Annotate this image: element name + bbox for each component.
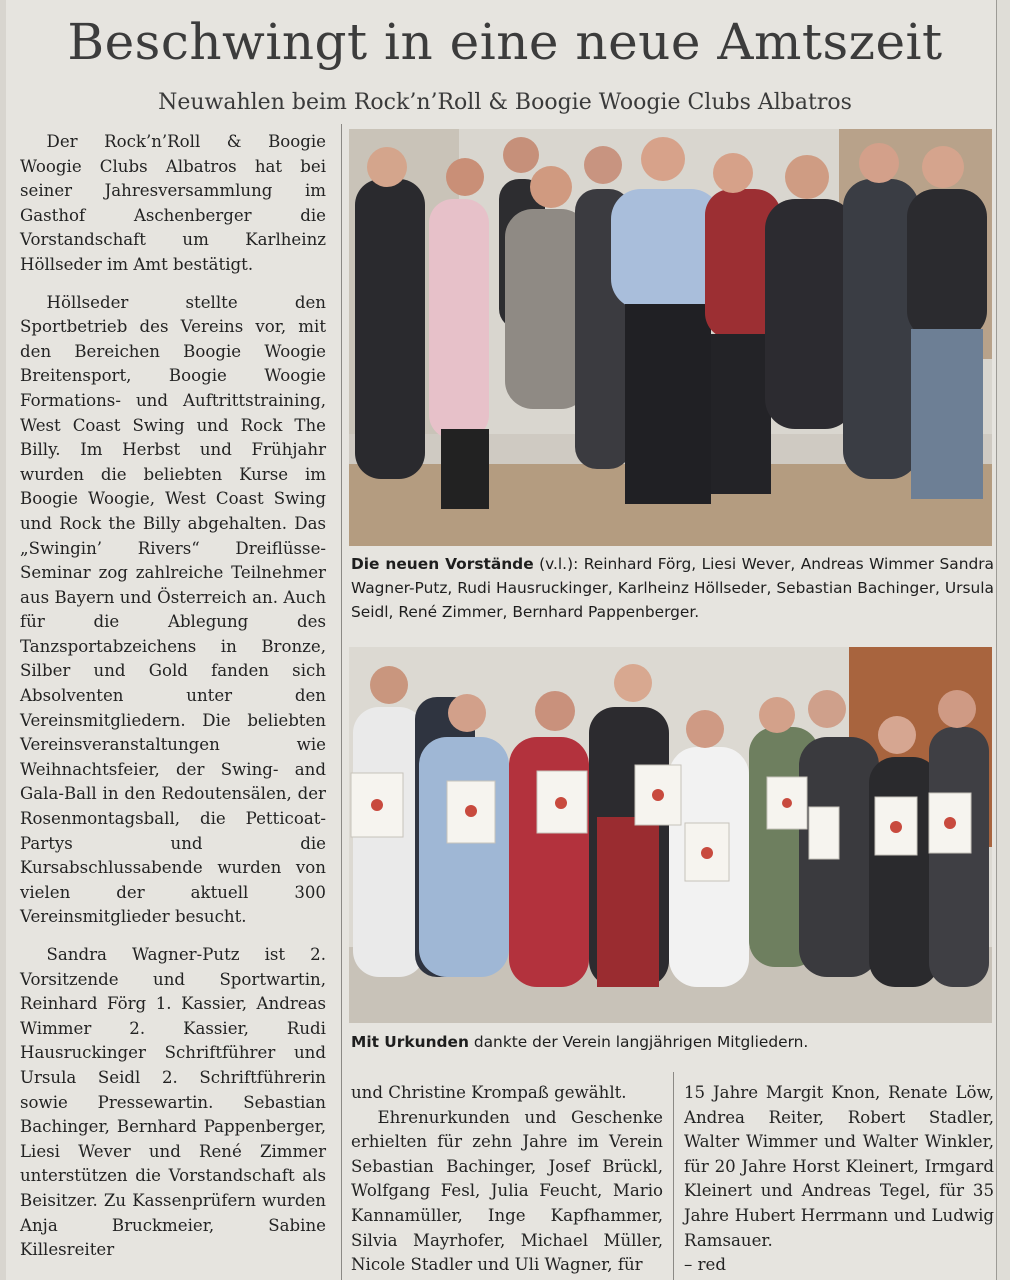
photo-new-board-caption xyxy=(351,552,994,624)
paragraph-sports: Höllseder stellte den Sportbetrieb des Vereins vor, mit den Bereichen Boogie Woogie Breitensport, Boogie Woogie Formations- und Auftrittstraining, West Coast Swing und Rock The Billy. Im Herbst und Frühjahr wurden die beliebten Kurse im Boogie Woogie, West Coast Swing und Rock the Billy abgehalten. Das „Swingin’ Rivers“ Dreiflüsse-Seminar zog zahlreiche Teilnehmer aus Bayern und Österreich an. Auch für die Ablegung des Tanzsportabzeichens in Bronze, Silber und Gold fanden sich Absolventen unter den Vereinsmitgliedern. Die beliebten Vereinsveranstaltungen wie Weihnachtsfeier, der Swing- and Gala-Ball in den Redoutensälen, der Rosenmontagsball, die Petticoat-Partys und die Kursabschlussabende wurden von vielen der aktuell 300 Vereinsmitglieder besucht. xyxy=(20,292,326,927)
adjacent-column-edge xyxy=(996,0,1010,1280)
author-signature: – red xyxy=(684,1255,726,1275)
subheadline: Neuwahlen beim Rock’n’Roll & Boogie Woogie Clubs Albatros xyxy=(158,90,852,115)
caption-text: (v.l.): Reinhard Förg, Liesi Wever, Andreas Wimmer Sandra Wagner-Putz, Rudi Hausruckinger, Karlheinz Höllseder, Sebastian Bachinger, Ursula Seidl, René Zimmer, Bernhard Pappenberger. xyxy=(351,555,994,621)
photo-certificates-caption xyxy=(351,1030,994,1054)
caption-lead: Die neuen Vorstände xyxy=(351,555,534,573)
article-column-2 xyxy=(351,1081,663,1278)
caption-text: dankte der Verein langjährigen Mitgliedern. xyxy=(468,1033,809,1051)
headline: Beschwingt in eine neue Amtszeit xyxy=(67,13,943,71)
paragraph-honors-continued: 15 Jahre Margit Knon, Renate Löw, Andrea Reiter, Robert Stadler, Walter Wimmer und Walter Winkler, für 20 Jahre Horst Kleinert, Irmgard Kleinert und Andreas Tegel, für 35 Jahre Hubert Herrmann und Ludwig Ramsauer. xyxy=(684,1083,994,1250)
paragraph-intro: Der Rock’n’Roll & Boogie Woogie Clubs Albatros hat bei seiner Jahresversammlung im Gasthof Aschenberger die Vorstandschaft um Karlheinz Höllseder im Amt bestätigt. xyxy=(20,132,326,274)
article-column-3 xyxy=(684,1081,994,1278)
page-edge xyxy=(0,0,6,1280)
article-column-1 xyxy=(20,130,326,1263)
photo-certificates xyxy=(349,647,992,1023)
column-rule xyxy=(341,124,342,1280)
paragraph-continued: und Christine Krompaß gewählt. xyxy=(351,1083,627,1102)
caption-lead: Mit Urkunden xyxy=(351,1033,469,1051)
paragraph-board: Sandra Wagner-Putz ist 2. Vorsitzende und Sportwartin, Reinhard Förg 1. Kassier, Andreas Wimmer 2. Kassier, Rudi Hausruckinger Schriftführer und Ursula Seidl 2. Schriftführerin sowie Pressewartin. Sebastian Bachinger, Bernhard Pappenberger, Liesi Wever und René Zimmer unterstützen die Vorstandschaft als Beisitzer. Zu Kassenprüfern wurden Anja Bruckmeier, Sabine Killesreiter xyxy=(20,945,326,1260)
photo-new-board xyxy=(349,129,992,546)
paragraph-honors: Ehrenurkunden und Geschenke erhielten für zehn Jahre im Verein Sebastian Bachinger, Josef Brückl, Wolfgang Fesl, Julia Feucht, Mario Kannamüller, Inge Kapfhammer, Silvia Mayrhofer, Michael Müller, Nicole Stadler und Uli Wagner, für xyxy=(351,1107,663,1275)
column-rule xyxy=(673,1072,674,1280)
